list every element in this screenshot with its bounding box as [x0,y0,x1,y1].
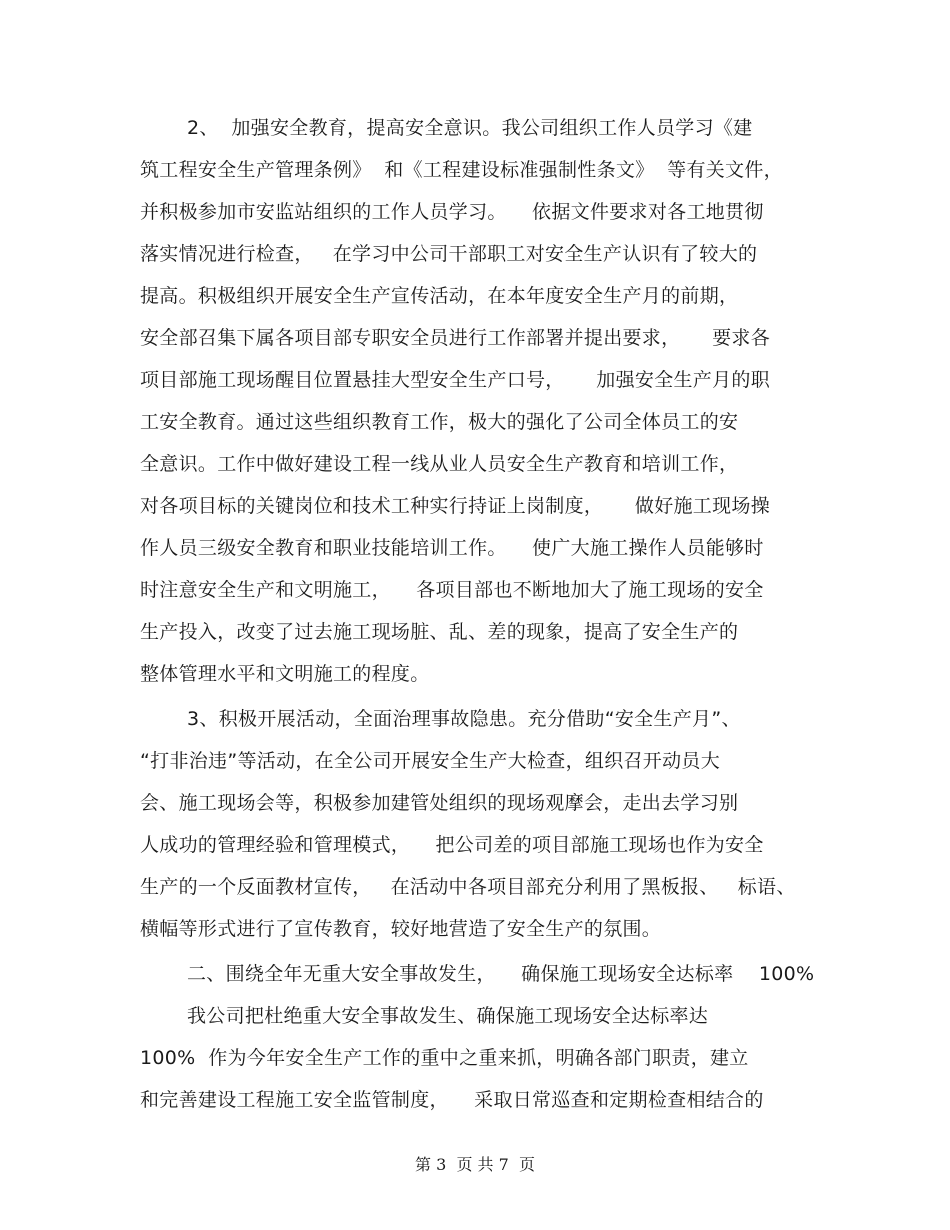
page-number-footer: 第 3 页 共 7 页 [415,1155,535,1174]
text-line: 时注意安全生产和文明施工， 各项目部也不断地加大了施工现场的安全 [140,579,764,601]
text-line: 和完善建设工程施工安全监管制度， 采取日常巡查和定期检查相结合的 [140,1089,764,1111]
text-line: 100% 作为今年安全生产工作的重中之重来抓，明确各部门职责，建立 [140,1047,749,1069]
text-line: 全意识。工作中做好建设工程一线从业人员安全生产教育和培训工作， [140,453,739,475]
text-line: 生产投入，改变了过去施工现场脏、乱、差的现象，提高了安全生产的 [140,621,739,643]
section-heading: 二、围绕全年无重大安全事故发生， 确保施工现场安全达标率 100% [187,963,815,985]
text-line: 整体管理水平和文明施工的程度。 [140,663,430,685]
text-line: 生产的一个反面教材宣传， 在活动中各项目部充分利用了黑板报、 标语、 [140,876,796,898]
text-line: 会、施工现场会等，积极参加建管处组织的现场观摩会，走出去学习别 [140,792,739,814]
text-line: 人成功的管理经验和管理模式， 把公司差的项目部施工现场也作为安全 [140,834,764,856]
text-line: 3、积极开展活动，全面治理事故隐患。充分借助“安全生产月”、 [187,708,741,730]
text-line: 提高。积极组织开展安全生产宣传活动，在本年度安全生产月的前期， [140,285,739,307]
text-line: 对各项目标的关键岗位和技术工种实行持证上岗制度， 做好施工现场操 [140,495,770,517]
text-line: “打非治违”等活动，在全公司开展安全生产大检查，组织召开动员大 [140,750,720,772]
text-line: 工安全教育。通过这些组织教育工作，极大的强化了公司全体员工的安 [140,411,739,433]
text-line: 横幅等形式进行了宣传教育，较好地营造了安全生产的氛围。 [140,918,662,940]
text-line: 落实情况进行检查， 在学习中公司干部职工对安全生产认识有了较大的 [140,243,758,265]
text-line: 我公司把杜绝重大安全事故发生、确保施工现场安全达标率达 [187,1005,709,1027]
text-line: 并积极参加市安监站组织的工作人员学习。 依据文件要求对各工地贯彻 [140,201,764,223]
text-line: 项目部施工现场醒目位置悬挂大型安全生产口号， 加强安全生产月的职 [140,369,770,391]
text-line: 2、 加强安全教育，提高安全意识。我公司组织工作人员学习《建 [187,117,753,139]
text-line: 作人员三级安全教育和职业技能培训工作。 使广大施工操作人员能够时 [140,537,764,559]
text-line: 安全部召集下属各项目部专职安全员进行工作部署并提出要求， 要求各 [140,327,770,349]
text-line: 筑工程安全生产管理条例》 和《工程建设标准强制性条文》 等有关文件， [140,159,783,181]
